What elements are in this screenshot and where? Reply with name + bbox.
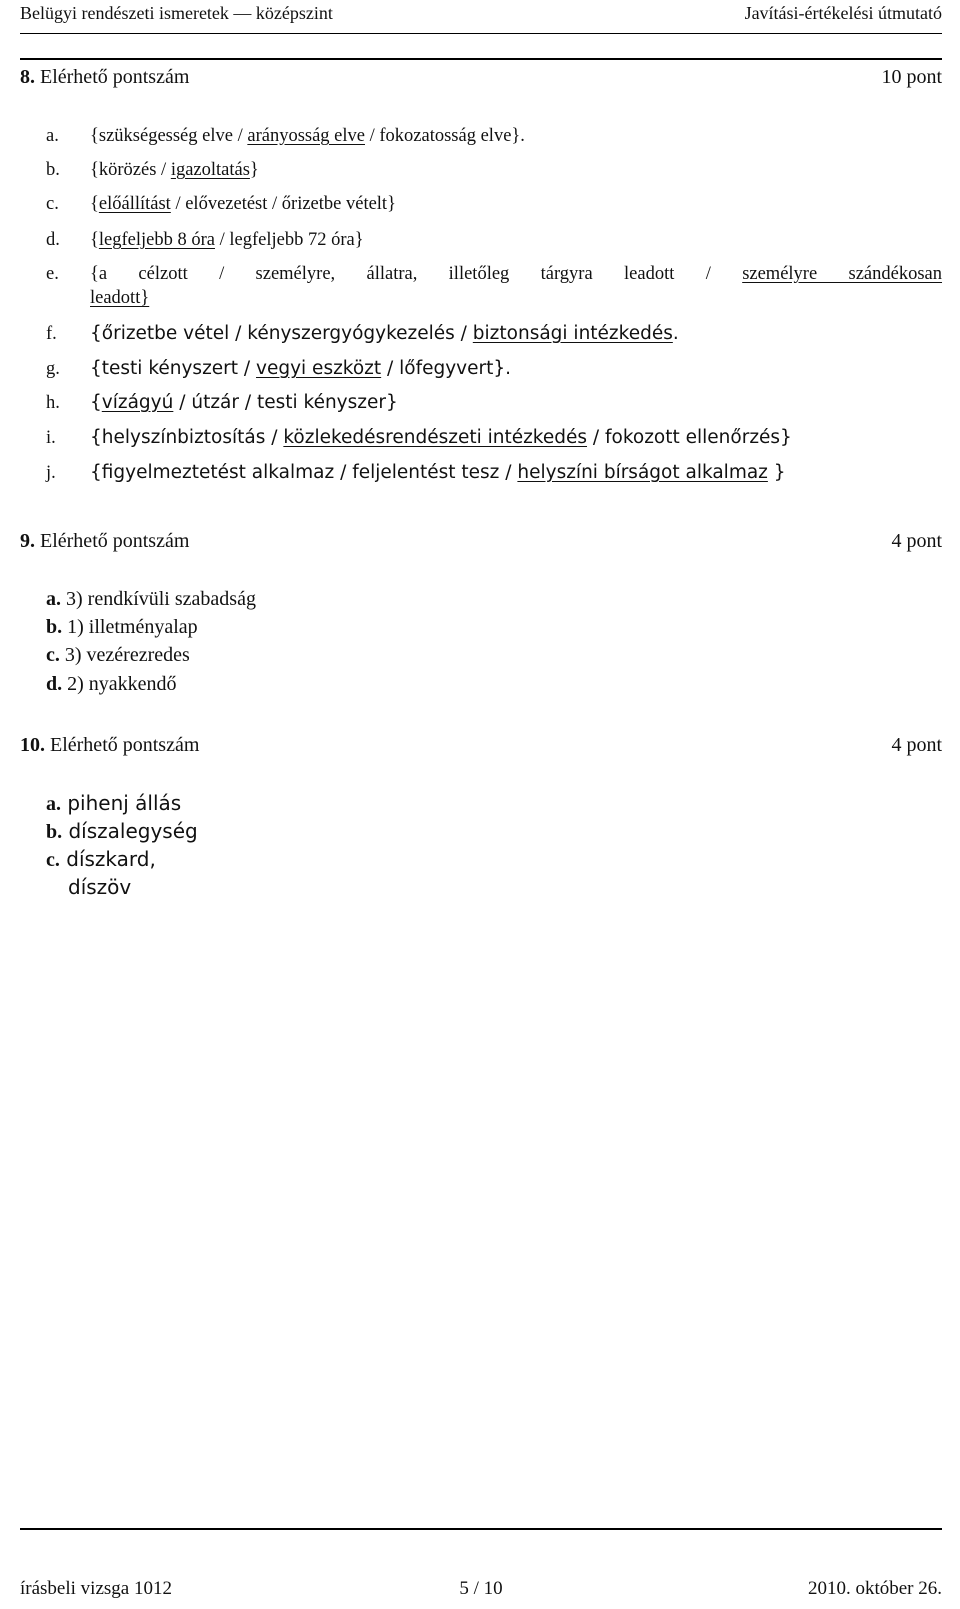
answer-line: [46, 587, 256, 611]
section-title: Elérhető pontszám: [40, 530, 190, 552]
correct-answer-continued: leadott}: [90, 288, 150, 308]
answer-letter: a.: [46, 793, 61, 815]
correct-answer: vegyi eszközt: [256, 358, 382, 379]
item-letter: f.: [46, 324, 57, 344]
text-part: {figyelmeztetést alkalmaz / feljelentést tesz /: [90, 462, 518, 483]
header-rule: [20, 33, 942, 34]
section-10-heading: [20, 733, 942, 757]
item-letter: i.: [46, 428, 56, 448]
answer-text: 3) rendkívüli szabadság: [61, 588, 256, 610]
page-header: [20, 0, 942, 28]
text-part: {körözés /: [90, 160, 171, 180]
text-part: .: [672, 323, 679, 344]
section-points: 10 pont: [881, 66, 942, 88]
footer-rule: [20, 1528, 942, 1530]
answer-text: 1) illetményalap: [62, 616, 198, 638]
header-rule-thick: [20, 58, 942, 60]
correct-answer: vízágyú: [101, 392, 174, 413]
answer-letter: d.: [46, 673, 63, 695]
answer-letter: c.: [46, 849, 60, 871]
section-8-heading: [20, 65, 942, 89]
text-part: }: [249, 160, 259, 180]
answer-letter: b.: [46, 821, 63, 843]
item-text: [90, 228, 942, 252]
answer-text: díszkard,: [59, 847, 156, 871]
text-part: / fokozott ellenőrzés}: [587, 427, 792, 448]
answer-text: díszöv: [68, 875, 132, 899]
correct-answer: biztonsági intézkedés: [472, 323, 673, 344]
answer-line: [46, 819, 198, 844]
answer-text: 3) vezérezredes: [59, 644, 190, 666]
answer-line: [68, 875, 131, 900]
answer-line: [46, 791, 181, 816]
answer-text: díszalegység: [62, 819, 198, 843]
item-letter: h.: [46, 393, 60, 413]
answer-letter: c.: [46, 644, 60, 666]
text-part: {szükségesség elve /: [90, 126, 248, 146]
item-letter: j.: [46, 463, 56, 483]
correct-answer: előállítást: [98, 194, 171, 214]
answer-letter: a.: [46, 588, 61, 610]
answer-text: 2) nyakkendő: [62, 673, 177, 695]
item-text: [90, 192, 942, 216]
item-letter: c.: [46, 194, 59, 214]
text-part: {a célzott / személyre, állatra, illetőleg tárgyra leadott /: [90, 264, 743, 284]
item-letter: e.: [46, 264, 59, 284]
section-title: Elérhető pontszám: [50, 734, 200, 756]
item-letter: b.: [46, 160, 60, 180]
answer-text: pihenj állás: [61, 791, 182, 815]
header-subject: Belügyi rendészeti ismeretek — középszint: [20, 3, 333, 23]
text-part: {: [90, 230, 99, 250]
section-number: 9.: [20, 530, 35, 552]
correct-answer: legfeljebb 8 óra: [98, 230, 215, 250]
correct-answer: közlekedésrendészeti intézkedés: [283, 427, 588, 448]
item-text: [90, 391, 942, 415]
header-doc-type: Javítási-értékelési útmutató: [744, 3, 942, 23]
answer-line: [46, 615, 198, 639]
page-footer: [20, 1577, 942, 1603]
text-part: {őrizetbe vétel / kényszergyógykezelés /: [90, 323, 473, 344]
text-part: / útzár / testi kényszer}: [173, 392, 398, 413]
item-text: [90, 426, 942, 450]
item-text: [90, 262, 942, 286]
text-part: / fokozatosság elve}.: [365, 126, 525, 146]
text-part: {: [90, 194, 99, 214]
footer-exam-code: írásbeli vizsga 1012: [20, 1578, 172, 1599]
section-title: Elérhető pontszám: [40, 66, 190, 88]
text-part: / legfeljebb 72 óra}: [214, 230, 364, 250]
text-part: / elővezetést / őrizetbe vételt}: [170, 194, 396, 214]
item-text: [90, 461, 942, 485]
correct-answer: igazoltatás: [170, 160, 250, 180]
text-part: {testi kényszert /: [90, 358, 257, 379]
footer-page-number: 5 / 10: [459, 1578, 503, 1599]
section-number: 10.: [20, 734, 45, 756]
section-points: 4 pont: [891, 530, 942, 552]
text-part: {helyszínbiztosítás /: [90, 427, 284, 448]
answer-line: [46, 847, 156, 872]
correct-answer: helyszíni bírságot alkalmaz: [517, 462, 768, 483]
text-part: }: [767, 462, 786, 483]
item-letter: d.: [46, 230, 60, 250]
text-part: / lőfegyvert}.: [381, 358, 512, 379]
section-9-heading: [20, 529, 942, 553]
answer-letter: b.: [46, 616, 63, 638]
correct-answer: személyre szándékosan: [742, 264, 943, 284]
item-letter: a.: [46, 126, 59, 146]
text-part: {: [90, 392, 102, 413]
item-text: [90, 322, 942, 346]
correct-answer: arányosság elve: [247, 126, 365, 146]
section-number: 8.: [20, 66, 35, 88]
section-points: 4 pont: [891, 734, 942, 756]
footer-date: 2010. október 26.: [807, 1578, 942, 1599]
item-letter: g.: [46, 359, 60, 379]
answer-line: [46, 643, 190, 667]
item-text: [90, 124, 942, 148]
item-text: [90, 357, 942, 381]
item-text: [90, 158, 942, 182]
answer-line: [46, 672, 177, 696]
